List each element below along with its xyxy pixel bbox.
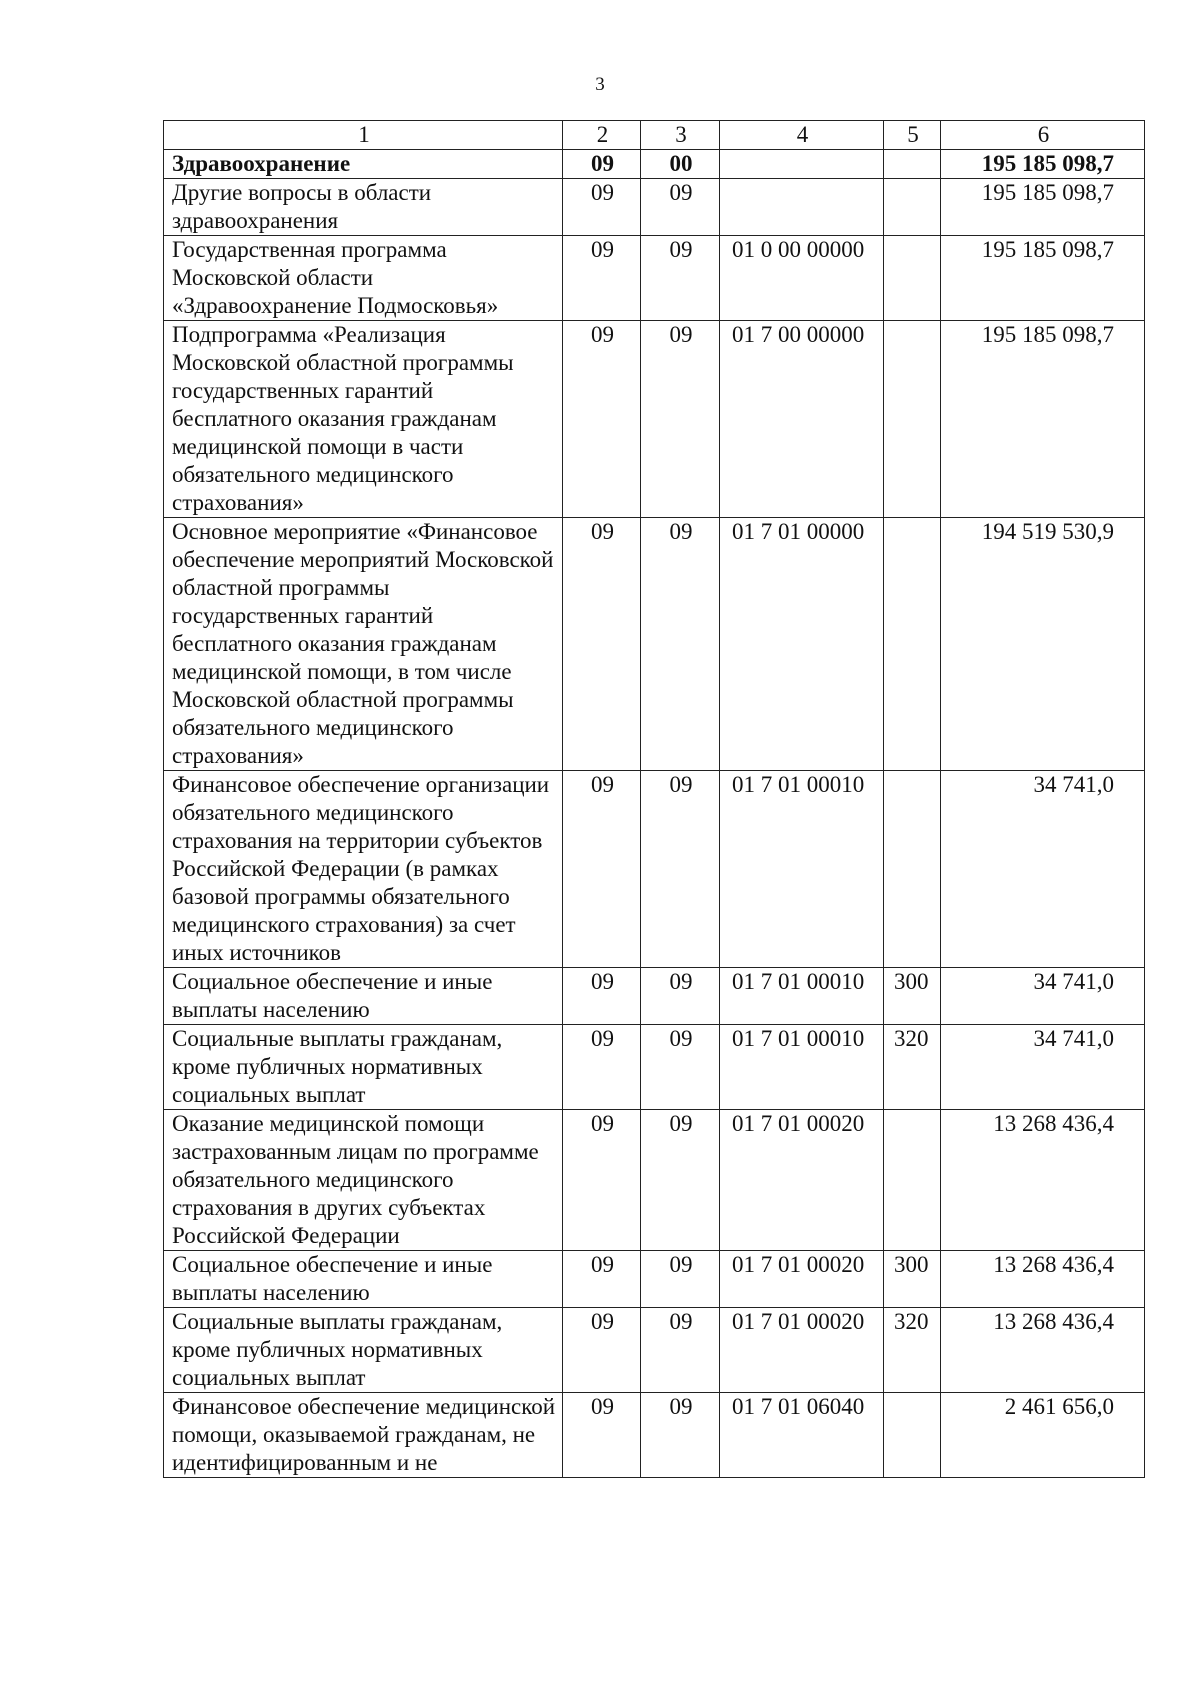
table-row <box>164 1110 1145 1251</box>
subsection-code-cell: 00 <box>641 150 720 179</box>
header-cell: 3 <box>641 121 720 150</box>
header-cell: 2 <box>563 121 641 150</box>
target-article-cell <box>720 150 884 179</box>
section-code-cell: 09 <box>563 1308 641 1393</box>
section-code-cell: 09 <box>563 150 641 179</box>
expense-type-cell <box>884 236 941 321</box>
table-row <box>164 1393 1145 1478</box>
section-code-cell: 09 <box>563 518 641 771</box>
budget-table <box>163 120 1145 1478</box>
amount-cell: 195 185 098,7 <box>941 321 1145 518</box>
target-article-cell <box>720 179 884 236</box>
name-cell: Основное мероприятие «Финансовое обеспечение мероприятий Московской областной программы государственных гарантий бесплатного оказания гражданам медицинской помощи, в том числе Московской областной программы обязательного медицинского страхования» <box>164 518 563 771</box>
expense-type-cell <box>884 150 941 179</box>
table-row <box>164 150 1145 179</box>
expense-type-cell <box>884 179 941 236</box>
amount-cell: 34 741,0 <box>941 968 1145 1025</box>
name-cell: Социальные выплаты гражданам, кроме публичных нормативных социальных выплат <box>164 1308 563 1393</box>
name-cell: Другие вопросы в области здравоохранения <box>164 179 563 236</box>
subsection-code-cell: 09 <box>641 1251 720 1308</box>
amount-cell: 13 268 436,4 <box>941 1110 1145 1251</box>
amount-cell: 195 185 098,7 <box>941 150 1145 179</box>
table-row <box>164 236 1145 321</box>
subsection-code-cell: 09 <box>641 1393 720 1478</box>
target-article-cell: 01 0 00 00000 <box>720 236 884 321</box>
table-row <box>164 518 1145 771</box>
page-number: 3 <box>595 74 605 95</box>
target-article-cell: 01 7 00 00000 <box>720 321 884 518</box>
amount-cell: 195 185 098,7 <box>941 236 1145 321</box>
subsection-code-cell: 09 <box>641 968 720 1025</box>
amount-cell: 34 741,0 <box>941 1025 1145 1110</box>
expense-type-cell: 320 <box>884 1308 941 1393</box>
section-code-cell: 09 <box>563 968 641 1025</box>
section-code-cell: 09 <box>563 771 641 968</box>
amount-cell: 13 268 436,4 <box>941 1251 1145 1308</box>
target-article-cell: 01 7 01 00020 <box>720 1110 884 1251</box>
section-code-cell: 09 <box>563 179 641 236</box>
header-cell: 1 <box>164 121 563 150</box>
section-code-cell: 09 <box>563 1393 641 1478</box>
expense-type-cell <box>884 518 941 771</box>
header-cell: 6 <box>941 121 1145 150</box>
name-cell: Социальные выплаты гражданам, кроме публичных нормативных социальных выплат <box>164 1025 563 1110</box>
table-row <box>164 179 1145 236</box>
name-cell: Подпрограмма «Реализация Московской областной программы государственных гарантий бесплатного оказания гражданам медицинской помощи в части обязательного медицинского страхования» <box>164 321 563 518</box>
expense-type-cell <box>884 321 941 518</box>
name-cell: Оказание медицинской помощи застрахованным лицам по программе обязательного медицинского страхования в других субъектах Российской Федерации <box>164 1110 563 1251</box>
expense-type-cell: 300 <box>884 968 941 1025</box>
expense-type-cell: 320 <box>884 1025 941 1110</box>
subsection-code-cell: 09 <box>641 518 720 771</box>
name-cell: Социальное обеспечение и иные выплаты населению <box>164 1251 563 1308</box>
name-cell: Финансовое обеспечение организации обязательного медицинского страхования на территории субъектов Российской Федерации (в рамках базовой программы обязательного медицинского страхования) за счет иных источников <box>164 771 563 968</box>
table-row <box>164 771 1145 968</box>
subsection-code-cell: 09 <box>641 771 720 968</box>
amount-cell: 34 741,0 <box>941 771 1145 968</box>
subsection-code-cell: 09 <box>641 236 720 321</box>
subsection-code-cell: 09 <box>641 1025 720 1110</box>
subsection-code-cell: 09 <box>641 1308 720 1393</box>
target-article-cell: 01 7 01 00000 <box>720 518 884 771</box>
amount-cell: 194 519 530,9 <box>941 518 1145 771</box>
target-article-cell: 01 7 01 00010 <box>720 968 884 1025</box>
expense-type-cell <box>884 771 941 968</box>
target-article-cell: 01 7 01 00010 <box>720 771 884 968</box>
target-article-cell: 01 7 01 00020 <box>720 1251 884 1308</box>
table-header-row <box>164 121 1145 150</box>
section-code-cell: 09 <box>563 321 641 518</box>
name-cell: Здравоохранение <box>164 150 563 179</box>
table-row <box>164 321 1145 518</box>
target-article-cell: 01 7 01 06040 <box>720 1393 884 1478</box>
section-code-cell: 09 <box>563 1025 641 1110</box>
name-cell: Социальное обеспечение и иные выплаты населению <box>164 968 563 1025</box>
amount-cell: 195 185 098,7 <box>941 179 1145 236</box>
table-row <box>164 1251 1145 1308</box>
name-cell: Государственная программа Московской области «Здравоохранение Подмосковья» <box>164 236 563 321</box>
name-cell: Финансовое обеспечение медицинской помощи, оказываемой гражданам, не идентифицированным и не <box>164 1393 563 1478</box>
expense-type-cell: 300 <box>884 1251 941 1308</box>
expense-type-cell <box>884 1110 941 1251</box>
amount-cell: 13 268 436,4 <box>941 1308 1145 1393</box>
header-cell: 5 <box>884 121 941 150</box>
header-cell: 4 <box>720 121 884 150</box>
subsection-code-cell: 09 <box>641 1110 720 1251</box>
section-code-cell: 09 <box>563 1110 641 1251</box>
amount-cell: 2 461 656,0 <box>941 1393 1145 1478</box>
table-row <box>164 968 1145 1025</box>
table-row <box>164 1025 1145 1110</box>
subsection-code-cell: 09 <box>641 179 720 236</box>
subsection-code-cell: 09 <box>641 321 720 518</box>
target-article-cell: 01 7 01 00010 <box>720 1025 884 1110</box>
section-code-cell: 09 <box>563 1251 641 1308</box>
table-row <box>164 1308 1145 1393</box>
target-article-cell: 01 7 01 00020 <box>720 1308 884 1393</box>
expense-type-cell <box>884 1393 941 1478</box>
section-code-cell: 09 <box>563 236 641 321</box>
